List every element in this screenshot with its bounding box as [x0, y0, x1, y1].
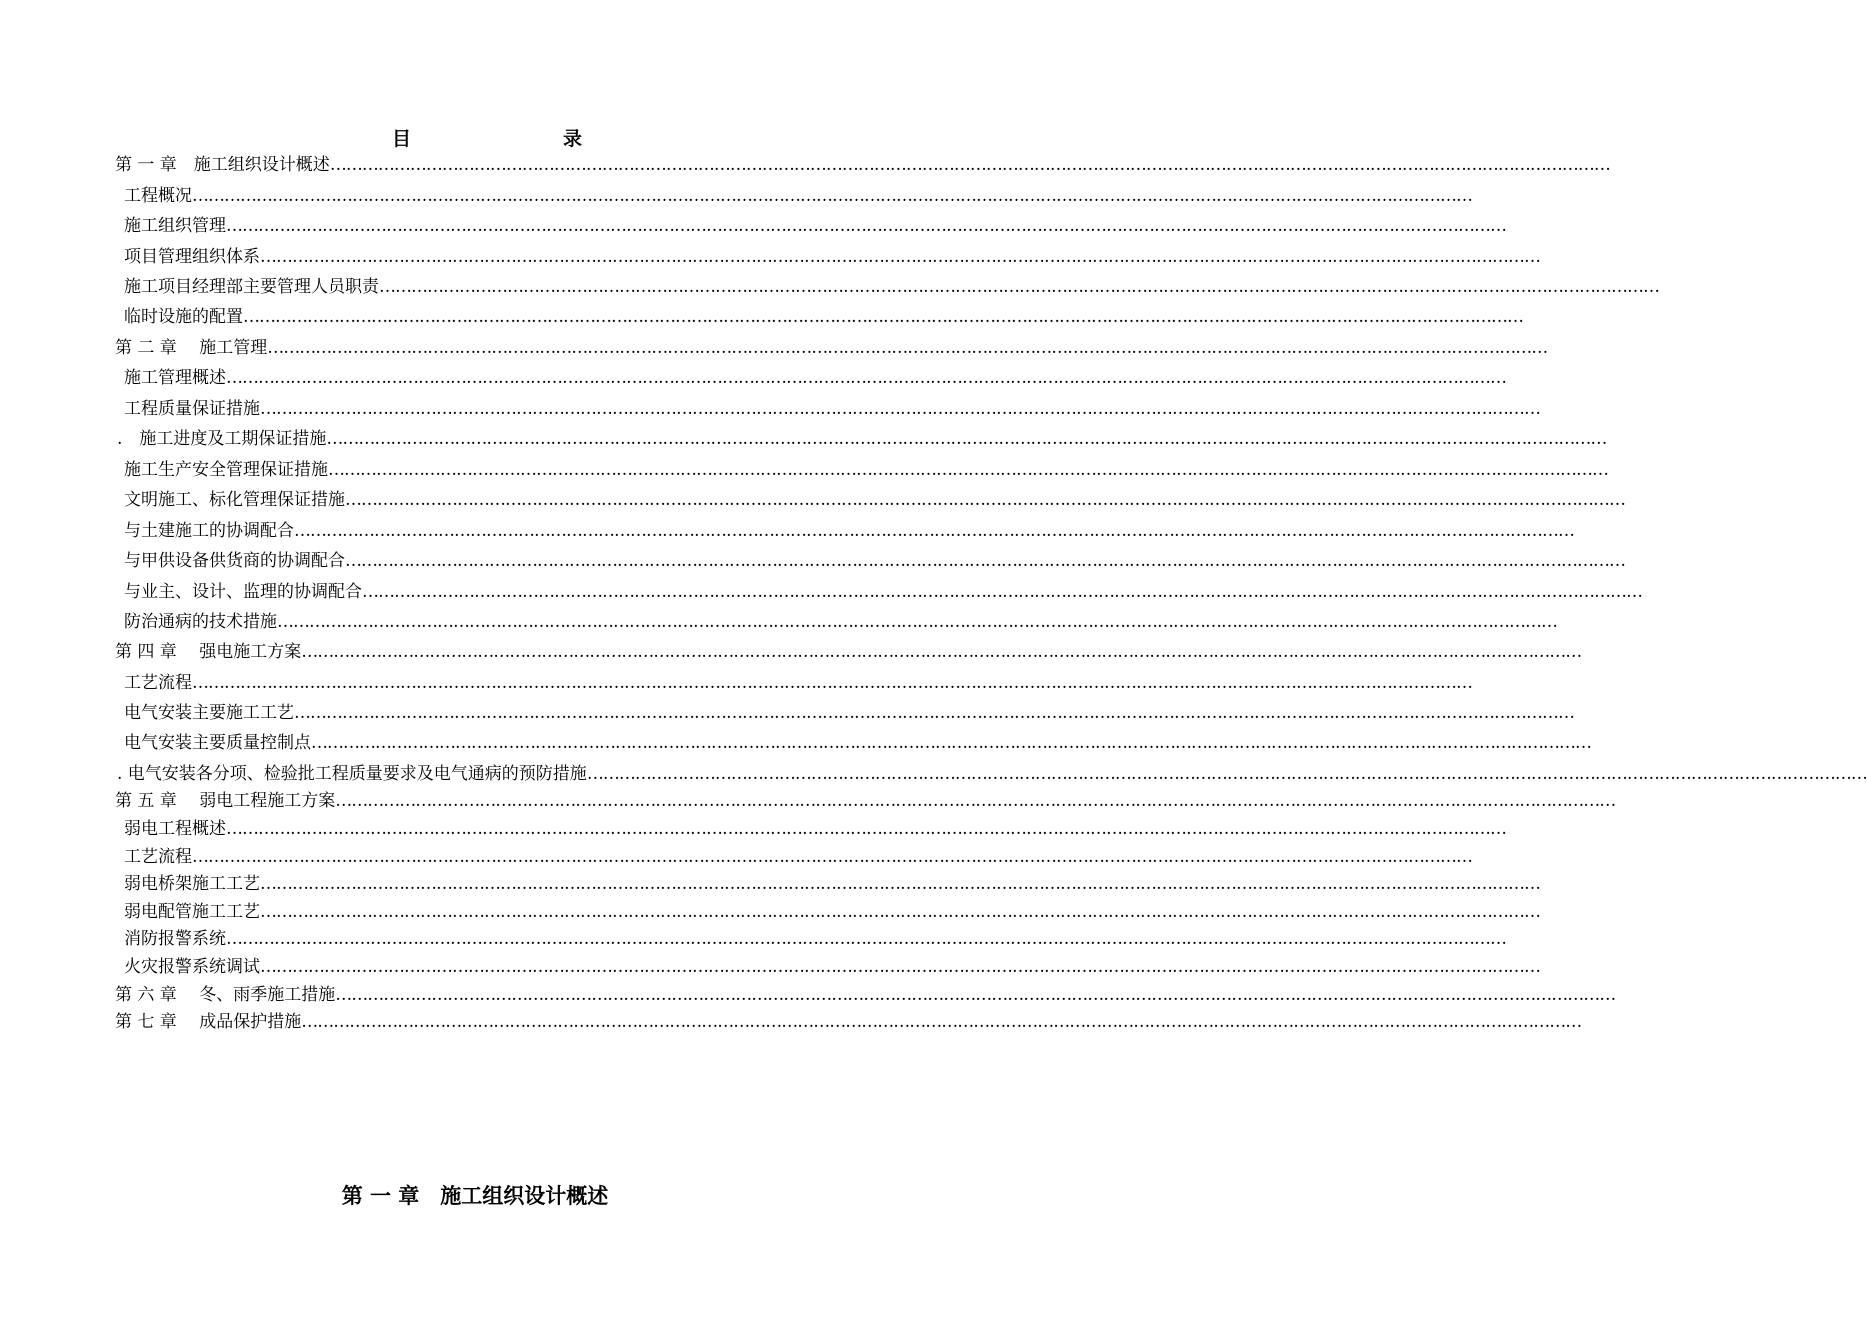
toc-section-entry[interactable] [124, 926, 1506, 952]
toc-leader-dots: …………………………………………………………………………………………………………………………………………………………………………………………………………………… [192, 673, 1472, 693]
toc-entry-label: 弱电工程概述 [124, 819, 226, 839]
toc-entry-label: . 电气安装各分项、检验批工程质量要求及电气通病的预防措施 [117, 764, 587, 784]
toc-entry-label: 文明施工、标化管理保证措施 [124, 490, 345, 510]
toc-entry-label: 与甲供设备供货商的协调配合 [124, 551, 345, 571]
toc-section-entry[interactable] [124, 899, 1540, 925]
toc-entry-label: 防治通病的技术措施 [124, 612, 277, 632]
toc-leader-dots: …………………………………………………………………………………………………………………………………………………………………………………………………………………… [586, 764, 1867, 784]
toc-entry-label: 第 七 章 成品保护措施 [115, 1012, 302, 1032]
toc-section-entry[interactable] [124, 579, 1642, 605]
toc-entry-label: 工程概况 [124, 186, 192, 206]
toc-leader-dots: …………………………………………………………………………………………………………………………………………………………………………………………………………………… [362, 582, 1642, 602]
toc-entry-label: 施工生产安全管理保证措施 [124, 460, 328, 480]
toc-section-entry[interactable] [124, 700, 1574, 726]
toc-leader-dots: …………………………………………………………………………………………………………………………………………………………………………………………………………………… [260, 399, 1540, 419]
toc-leader-dots: …………………………………………………………………………………………………………………………………………………………………………………………………………………… [345, 551, 1625, 571]
toc-chapter-entry[interactable] [115, 639, 1582, 665]
toc-leader-dots: …………………………………………………………………………………………………………………………………………………………………………………………………………………… [301, 1012, 1582, 1032]
toc-entry-label: 工程质量保证措施 [124, 399, 260, 419]
toc-section-entry[interactable] [124, 365, 1506, 391]
toc-section-entry[interactable] [124, 518, 1574, 544]
toc-section-entry[interactable] [124, 730, 1591, 756]
toc-entry-label: . 施工进度及工期保证措施 [117, 429, 327, 449]
toc-section-entry[interactable] [124, 457, 1608, 483]
toc-chapter-entry[interactable] [115, 982, 1616, 1008]
toc-section-entry[interactable] [124, 609, 1557, 635]
toc-leader-dots: …………………………………………………………………………………………………………………………………………………………………………………………………………………… [192, 186, 1472, 206]
toc-entry-label: 第 五 章 弱电工程施工方案 [115, 791, 336, 811]
toc-entry-label: 弱电配管施工工艺 [124, 902, 260, 922]
toc-entry-label: 第 二 章 施工管理 [115, 338, 268, 358]
toc-section-entry[interactable] [124, 396, 1540, 422]
toc-title-left: 目 [392, 128, 412, 150]
toc-entry-label: 电气安装主要质量控制点 [124, 733, 311, 753]
toc-title-right: 录 [563, 128, 583, 150]
toc-chapter-entry[interactable] [115, 1009, 1582, 1035]
toc-section-entry[interactable] [124, 670, 1472, 696]
toc-section-entry[interactable] [124, 213, 1506, 239]
toc-entry-label: 与土建施工的协调配合 [124, 521, 294, 541]
toc-leader-dots: …………………………………………………………………………………………………………………………………………………………………………………………………………………… [267, 338, 1548, 358]
toc-leader-dots: …………………………………………………………………………………………………………………………………………………………………………………………………………………… [294, 703, 1574, 723]
toc-leader-dots: …………………………………………………………………………………………………………………………………………………………………………………………………………………… [294, 521, 1574, 541]
chapter-heading: 第 一 章 施工组织设计概述 [341, 1183, 609, 1208]
toc-leader-dots: …………………………………………………………………………………………………………………………………………………………………………………………………………………… [226, 368, 1506, 388]
toc-leader-dots: …………………………………………………………………………………………………………………………………………………………………………………………………………………… [328, 460, 1608, 480]
toc-leader-dots: …………………………………………………………………………………………………………………………………………………………………………………………………………………… [260, 957, 1540, 977]
toc-entry-label: 施工项目经理部主要管理人员职责 [124, 277, 379, 297]
toc-entry-label: 工艺流程 [124, 847, 192, 867]
toc-entry-label: 临时设施的配置 [124, 307, 243, 327]
toc-leader-dots: …………………………………………………………………………………………………………………………………………………………………………………………………………………… [192, 847, 1472, 867]
toc-section-entry[interactable] [117, 761, 1867, 787]
toc-leader-dots: …………………………………………………………………………………………………………………………………………………………………………………………………………………… [260, 902, 1540, 922]
toc-leader-dots: …………………………………………………………………………………………………………………………………………………………………………………………………………………… [326, 429, 1607, 449]
toc-entry-label: 火灾报警系统调试 [124, 957, 260, 977]
toc-chapter-entry[interactable] [115, 152, 1610, 178]
toc-leader-dots: …………………………………………………………………………………………………………………………………………………………………………………………………………………… [329, 155, 1610, 175]
toc-leader-dots: …………………………………………………………………………………………………………………………………………………………………………………………………………………… [335, 791, 1616, 811]
toc-entry-label: 与业主、设计、监理的协调配合 [124, 582, 362, 602]
toc-entry-label: 消防报警系统 [124, 929, 226, 949]
toc-entry-label: 工艺流程 [124, 673, 192, 693]
toc-leader-dots: …………………………………………………………………………………………………………………………………………………………………………………………………………………… [345, 490, 1625, 510]
toc-leader-dots: …………………………………………………………………………………………………………………………………………………………………………………………………………………… [311, 733, 1591, 753]
toc-leader-dots: …………………………………………………………………………………………………………………………………………………………………………………………………………………… [277, 612, 1557, 632]
toc-entry-label: 电气安装主要施工工艺 [124, 703, 294, 723]
toc-leader-dots: …………………………………………………………………………………………………………………………………………………………………………………………………………………… [226, 929, 1506, 949]
toc-entry-label: 项目管理组织体系 [124, 247, 260, 267]
toc-leader-dots: …………………………………………………………………………………………………………………………………………………………………………………………………………………… [335, 985, 1616, 1005]
toc-section-entry[interactable] [124, 871, 1540, 897]
toc-entry-label: 第 一 章 施工组织设计概述 [115, 155, 330, 175]
toc-section-entry[interactable] [124, 304, 1523, 330]
toc-chapter-entry[interactable] [115, 788, 1616, 814]
toc-section-entry[interactable] [124, 244, 1540, 270]
toc-section-entry[interactable] [124, 487, 1625, 513]
toc-entry-label: 施工组织管理 [124, 216, 226, 236]
toc-section-entry[interactable] [124, 274, 1659, 300]
toc-leader-dots: …………………………………………………………………………………………………………………………………………………………………………………………………………………… [379, 277, 1659, 297]
toc-entry-label: 弱电桥架施工工艺 [124, 874, 260, 894]
toc-entry-label: 第 四 章 强电施工方案 [115, 642, 302, 662]
toc-leader-dots: …………………………………………………………………………………………………………………………………………………………………………………………………………………… [226, 216, 1506, 236]
toc-leader-dots: …………………………………………………………………………………………………………………………………………………………………………………………………………………… [243, 307, 1523, 327]
toc-leader-dots: …………………………………………………………………………………………………………………………………………………………………………………………………………………… [226, 819, 1506, 839]
toc-leader-dots: …………………………………………………………………………………………………………………………………………………………………………………………………………………… [260, 247, 1540, 267]
toc-section-entry[interactable] [124, 844, 1472, 870]
toc-section-entry[interactable] [117, 426, 1607, 452]
toc-section-entry[interactable] [124, 548, 1625, 574]
toc-chapter-entry[interactable] [115, 335, 1548, 361]
toc-entry-label: 第 六 章 冬、雨季施工措施 [115, 985, 336, 1005]
toc-section-entry[interactable] [124, 816, 1506, 842]
toc-section-entry[interactable] [124, 954, 1540, 980]
toc-leader-dots: …………………………………………………………………………………………………………………………………………………………………………………………………………………… [301, 642, 1582, 662]
toc-section-entry[interactable] [124, 183, 1472, 209]
toc-leader-dots: …………………………………………………………………………………………………………………………………………………………………………………………………………………… [260, 874, 1540, 894]
toc-entry-label: 施工管理概述 [124, 368, 226, 388]
